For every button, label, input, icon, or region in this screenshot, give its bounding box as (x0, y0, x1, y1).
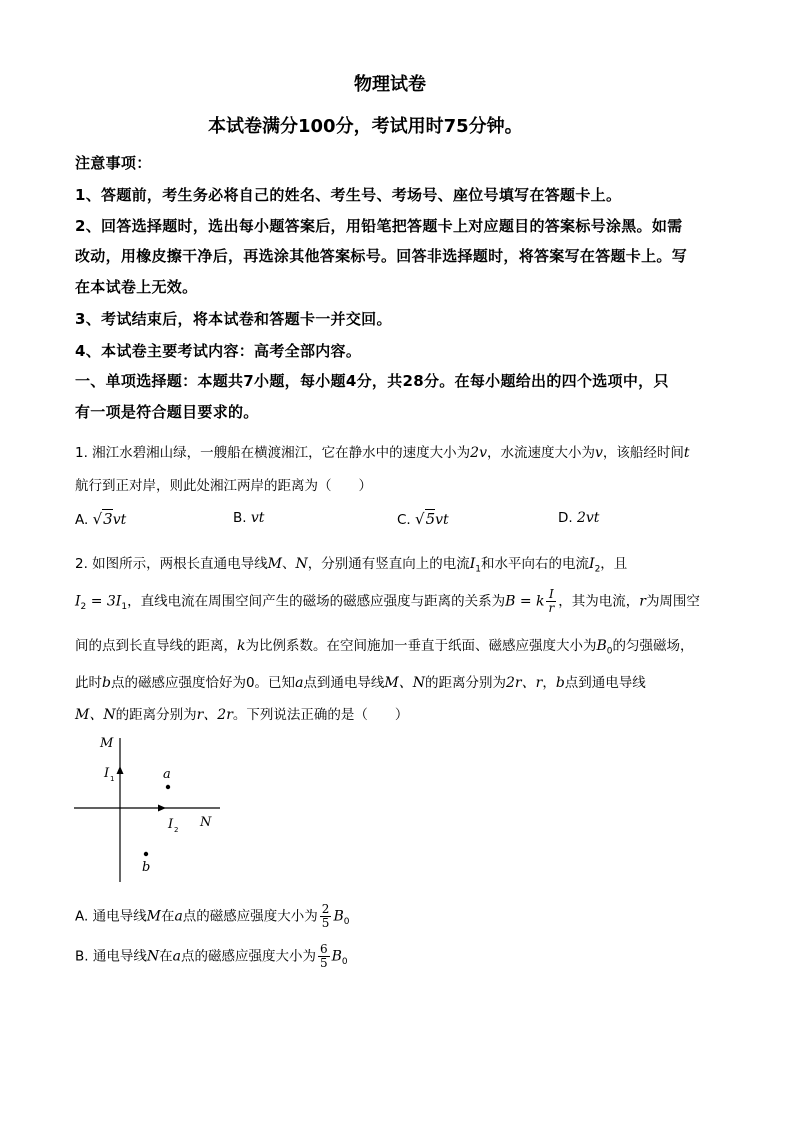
section-1-line-1: 一、单项选择题：本题共7小题，每小题4分，共28分。在每小题给出的四个选项中，只 (75, 372, 669, 390)
q2-text: 2. 如图所示，两根长直通电导线 (75, 556, 268, 572)
q2-text: 的匀强磁场， (612, 638, 694, 654)
q2-text: ，且 (600, 556, 628, 572)
subscript: 1 (121, 602, 128, 613)
notice-item-3: 3、考试结束后，将本试卷和答题卡一并交回。 (75, 310, 392, 328)
option-math: a (174, 908, 183, 925)
q2-math: b (555, 675, 565, 691)
fraction (320, 903, 332, 930)
option-text: B. 通电导线 (75, 948, 147, 965)
option-text: 在 (160, 908, 175, 925)
label-a: a (163, 767, 171, 782)
subscript: 2 (80, 602, 87, 613)
option-text: 点的磁感应强度大小为 (182, 908, 318, 925)
fraction (546, 588, 556, 615)
q2-math: M、N (384, 675, 426, 691)
subscript: 0 (341, 957, 348, 968)
q2-text: 的距离分别为 (115, 707, 197, 723)
question-2-line-1 (75, 552, 627, 575)
option-value: vt (250, 510, 265, 526)
section-1-line-2: 有一项是符合题目要求的。 (75, 403, 259, 421)
current-up-arrow-icon (117, 766, 124, 774)
question-2-line-4 (75, 671, 646, 692)
fraction-numerator: 6 (319, 942, 328, 956)
option-value: vt (112, 512, 127, 528)
q2-math: I (75, 593, 81, 610)
question-2-figure (70, 730, 230, 890)
q2-math: k (237, 638, 246, 654)
option-label: D. (558, 510, 573, 526)
q1-text: 1. 湘江水碧湘山绿，一艘船在横渡湘江，它在静水中的速度大小为 (75, 445, 471, 461)
option-value: vt (435, 512, 449, 528)
q2-text: 点到通电导线 (564, 675, 646, 691)
page-subtitle: 本试卷满分100分，考试用时75分钟。 (208, 116, 523, 137)
sqrt-radicand: 3 (103, 510, 113, 528)
point-a-dot (166, 785, 170, 789)
q1-option-a[interactable] (75, 510, 126, 528)
q2-option-b[interactable] (75, 943, 348, 970)
q2-text: 。下列说法正确的是（ ） (232, 707, 409, 723)
q1-option-c[interactable] (397, 510, 449, 528)
option-label: C. (397, 512, 411, 528)
label-i1: I (104, 766, 110, 781)
q2-math: a (295, 675, 304, 691)
option-text: 点的磁感应强度大小为 (180, 948, 316, 965)
option-math: a (172, 948, 181, 965)
option-text: A. 通电导线 (75, 908, 147, 925)
notice-item-2-line-2: 改动，用橡皮擦干净后，再选涂其他答案标号。回答非选择题时，将答案写在答题卡上。写 (75, 247, 688, 265)
q2-text: 、 (282, 556, 296, 572)
fraction-numerator: I (546, 588, 556, 602)
option-math: M (146, 908, 161, 925)
q2-option-a[interactable] (75, 903, 349, 930)
label-i2: I (168, 817, 174, 832)
notice-item-1: 1、答题前，考生务必将自己的姓名、考生号、考场号、座位号填写在答题卡上。 (75, 186, 622, 204)
sqrt-symbol: √3 (92, 510, 113, 528)
current-right-arrow-icon (158, 805, 166, 812)
q2-text: ，分别通有竖直向上的电流 (307, 556, 470, 572)
option-label: A. (75, 512, 89, 528)
subscript: 2 (594, 564, 601, 575)
q2-math: I (469, 556, 476, 572)
q1-math-t: t (683, 445, 690, 461)
option-math: N (146, 948, 160, 965)
notice-item-4: 4、本试卷主要考试内容：高考全部内容。 (75, 342, 362, 360)
fraction-denominator: 5 (319, 956, 328, 970)
label-m: M (100, 736, 114, 751)
point-b-dot (144, 852, 148, 856)
q2-math: r (639, 593, 646, 610)
q2-math: N (295, 556, 308, 572)
q1-math-2v: 2v (470, 445, 487, 461)
question-2-line-5 (75, 703, 408, 724)
q2-math: 2r、r (506, 675, 543, 691)
option-label: B. (233, 510, 247, 526)
q2-text: 点的磁感应强度恰好为0。已知 (110, 675, 296, 691)
question-2-line-3 (75, 634, 694, 657)
sqrt-radicand: 5 (425, 510, 436, 528)
q2-text: 的距离分别为 (425, 675, 507, 691)
option-text: 在 (159, 948, 173, 965)
notice-heading: 注意事项： (75, 154, 152, 172)
q2-text: 为比例系数。在空间施加一垂直于纸面、磁感应强度大小为 (245, 638, 597, 654)
page-title: 物理试卷 (354, 74, 426, 95)
subscript: 0 (343, 917, 350, 928)
option-math: B (331, 948, 342, 965)
q2-text: ，直线电流在周围空间产生的磁场的磁感应强度与距离的关系为 (127, 593, 506, 610)
q2-math: = 3I (86, 593, 122, 610)
q2-math: M (267, 556, 283, 572)
label-i2-sub: 2 (174, 826, 179, 834)
fraction-denominator: r (548, 601, 555, 615)
question-1-line-1 (75, 441, 690, 461)
q2-math: M、N (75, 707, 116, 723)
q1-option-d[interactable] (558, 510, 599, 526)
option-value: 2vt (576, 510, 600, 526)
q2-math: B (596, 638, 607, 654)
q2-text: 为周围空 (645, 593, 700, 610)
q1-math-v: v (595, 445, 603, 461)
notice-item-2-line-3: 在本试卷上无效。 (75, 278, 198, 296)
question-2-line-2 (75, 588, 700, 615)
q2-text: ， (542, 675, 556, 691)
q2-math: B = k (505, 593, 545, 610)
q2-text: 此时 (75, 675, 102, 691)
question-1-line-2: 航行到正对岸，则此处湘江两岸的距离为（ ） (75, 478, 372, 494)
q2-math: I (589, 556, 595, 572)
fraction (318, 943, 330, 970)
q2-text: 间的点到长直导线的距离， (75, 638, 237, 654)
q2-text: ，其为电流， (558, 593, 640, 610)
sqrt-symbol: √5 (415, 510, 436, 528)
notice-item-2-line-1: 2、回答选择题时，选出每小题答案后，用铅笔把答题卡上对应题目的答案标号涂黑。如需 (75, 217, 683, 235)
q1-text: ，水流速度大小为 (487, 445, 595, 461)
fraction-denominator: 5 (321, 916, 330, 930)
label-b: b (142, 860, 151, 875)
q2-math: b (102, 675, 111, 691)
q2-text: 点到通电导线 (303, 675, 385, 691)
option-math: B (333, 908, 344, 925)
q2-text: 和水平向右的电流 (481, 556, 590, 572)
q1-text: ，该船经时间 (602, 445, 684, 461)
fraction-numerator: 2 (321, 902, 330, 916)
q1-option-b[interactable] (233, 510, 264, 526)
label-i1-sub: 1 (110, 775, 115, 783)
label-n: N (200, 815, 212, 830)
subscript: 1 (475, 564, 482, 575)
subscript: 0 (606, 646, 613, 657)
q2-math: r、2r (196, 707, 233, 723)
